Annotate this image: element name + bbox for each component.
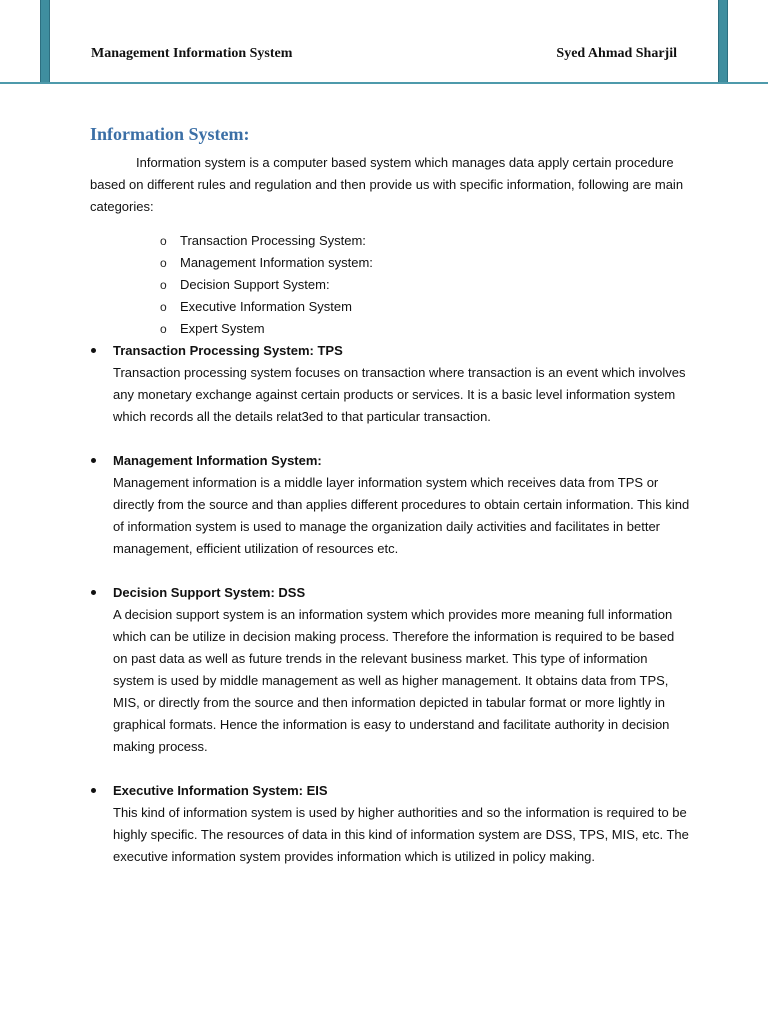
section-title: Management Information System: [113, 453, 322, 468]
section-heading: Information System: [90, 124, 250, 144]
section-body: A decision support system is an information system which provides more meaning full information which can be utilize in decision making process. Therefore the information is required to be based on past data as well as future trends in the relevant business market. This type of information system is used by middle management as well as higher management. It obtains data from TPS, MIS, or directly from the source and then information depicted in tabular format or more lightly in graphical formats. Hence the information is easy to understand and facilitate authority in decision making process. [113, 607, 675, 754]
document-body [90, 122, 690, 868]
category-item: o Executive Information System [160, 296, 690, 318]
section-tps [90, 340, 690, 428]
section-eis [90, 780, 690, 868]
section-title: Transaction Processing System: TPS [113, 343, 343, 358]
bullet-dot-icon [91, 348, 96, 353]
header-decoration-left [40, 0, 50, 82]
intro-paragraph: Information system is a computer based system which manages data apply certain procedure based on different rules and regulation and then provide us with specific information, following are main categories: [90, 155, 684, 214]
section-dss [90, 582, 690, 758]
header-decoration-right [718, 0, 728, 82]
section-body: Transaction processing system focuses on transaction where transaction is an event which involves any monetary exchange against certain products or services. It is a basic level information system which records all the details relat3ed to that particular transaction. [113, 365, 686, 424]
circle-bullet-icon: o [160, 234, 167, 248]
circle-bullet-icon: o [160, 278, 167, 292]
circle-bullet-icon: o [160, 256, 167, 270]
category-item: o Transaction Processing System: [160, 230, 690, 252]
category-item: o Expert System [160, 318, 690, 340]
section-body: This kind of information system is used by higher authorities and so the information is required to be highly specific. The resources of data in this kind of information system are DSS, TPS, MIS, etc. The executive information system provides information which is utilized in policy making. [113, 805, 689, 864]
header-divider [0, 82, 768, 84]
header-author: Syed Ahmad Sharjil [556, 46, 677, 61]
circle-bullet-icon: o [160, 300, 167, 314]
section-title: Executive Information System: EIS [113, 783, 328, 798]
category-item: o Management Information system: [160, 252, 690, 274]
section-mis [90, 450, 690, 560]
circle-bullet-icon: o [160, 322, 167, 336]
bullet-dot-icon [91, 590, 96, 595]
bullet-dot-icon [91, 458, 96, 463]
bullet-dot-icon [91, 788, 96, 793]
section-body: Management information is a middle layer information system which receives data from TPS or directly from the source and than applies different procedures to obtain certain information. This kind of information system is used to manage the organization daily activities and facilitates in better management, efficient utilization of resources etc. [113, 475, 690, 556]
category-list [90, 230, 690, 340]
header-title: Management Information System [91, 46, 293, 61]
category-item: o Decision Support System: [160, 274, 690, 296]
section-title: Decision Support System: DSS [113, 585, 306, 600]
